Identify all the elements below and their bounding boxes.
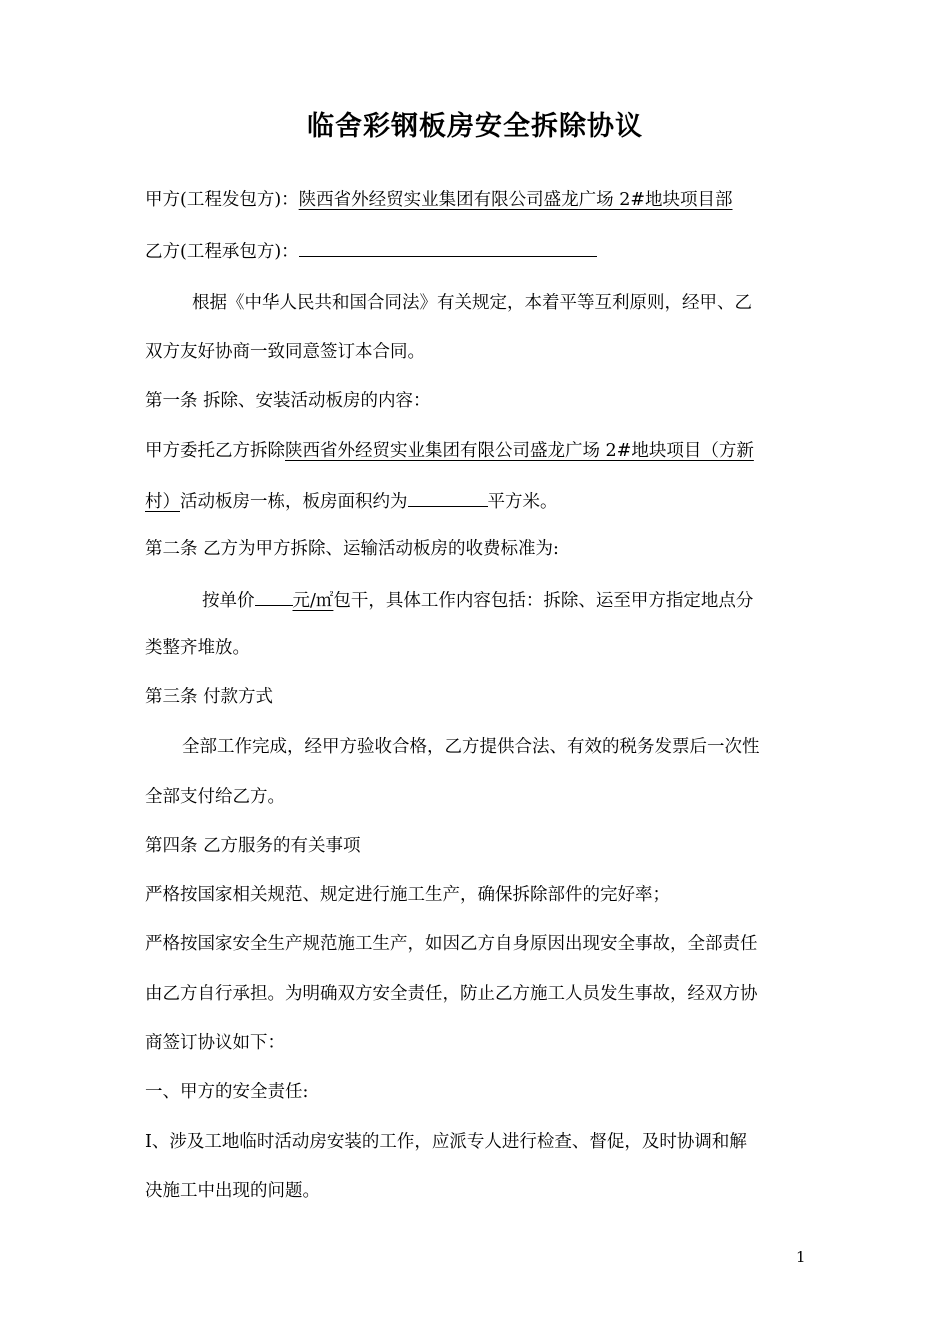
article-1-area-text: 活动板房一栋，板房面积约为 bbox=[180, 492, 408, 512]
article-2-line-2: 类整齐堆放。 bbox=[145, 638, 250, 658]
article-4-line-2: 严格按国家安全生产规范施工生产，如因乙方自身原因出现安全事故，全部责任 bbox=[145, 934, 758, 954]
article-3-line-2: 全部支付给乙方。 bbox=[145, 787, 285, 807]
unit-price-unit: 元/㎡ bbox=[292, 591, 334, 611]
page-number: 1 bbox=[796, 1248, 806, 1266]
party-a-line bbox=[145, 188, 733, 212]
party-a-value: 陕西省外经贸实业集团有限公司盛龙广场 2#地块项目部 bbox=[298, 190, 733, 210]
area-blank bbox=[408, 488, 488, 507]
article-1-project-name: 陕西省外经贸实业集团有限公司盛龙广场 2#地块项目（方新 bbox=[285, 441, 754, 461]
party-b-blank bbox=[299, 238, 597, 257]
article-1-project-name-cont: 村） bbox=[145, 492, 180, 512]
party-b-line bbox=[145, 238, 597, 264]
article-2-suffix: 包干，具体工作内容包括：拆除、运至甲方指定地点分 bbox=[333, 591, 754, 611]
article-1-line-1 bbox=[145, 439, 754, 463]
article-3-line-1: 全部工作完成，经甲方验收合格，乙方提供合法、有效的税务发票后一次性 bbox=[182, 737, 760, 757]
section-1-heading: 一、甲方的安全责任: bbox=[145, 1082, 309, 1102]
article-1-prefix: 甲方委托乙方拆除 bbox=[145, 441, 285, 461]
article-2-line-1 bbox=[202, 587, 753, 613]
article-4-line-4: 商签订协议如下： bbox=[145, 1033, 285, 1053]
document-title: 临舍彩钢板房安全拆除协议 bbox=[307, 111, 643, 142]
intro-line-1: 根据《中华人民共和国合同法》有关规定，本着平等互利原则，经甲、乙 bbox=[192, 293, 752, 313]
article-4-heading: 第四条 乙方服务的有关事项 bbox=[145, 836, 361, 856]
article-1-heading: 第一条 拆除、安装活动板房的内容： bbox=[145, 391, 431, 411]
party-a-label: 甲方(工程发包方)： bbox=[145, 190, 299, 210]
unit-price-blank bbox=[255, 587, 293, 606]
article-4-line-1: 严格按国家相关规范、规定进行施工生产，确保拆除部件的完好率； bbox=[145, 885, 670, 905]
article-3-heading: 第三条 付款方式 bbox=[145, 687, 274, 707]
intro-line-2: 双方友好协商一致同意签订本合同。 bbox=[145, 342, 425, 362]
article-1-area-unit: 平方米。 bbox=[487, 492, 558, 512]
section-1-item-1-line-1: I、涉及工地临时活动房安装的工作，应派专人进行检查、督促，及时协调和解 bbox=[145, 1132, 747, 1152]
article-2-prefix: 按单价 bbox=[202, 591, 255, 611]
article-4-line-3: 由乙方自行承担。为明确双方安全责任，防止乙方施工人员发生事故，经双方协 bbox=[145, 984, 758, 1004]
section-1-item-1-line-2: 决施工中出现的问题。 bbox=[145, 1181, 320, 1201]
party-b-label: 乙方(工程承包方)： bbox=[145, 242, 299, 262]
article-2-heading: 第二条 乙方为甲方拆除、运输活动板房的收费标准为: bbox=[145, 539, 559, 559]
article-1-line-2 bbox=[145, 488, 558, 514]
